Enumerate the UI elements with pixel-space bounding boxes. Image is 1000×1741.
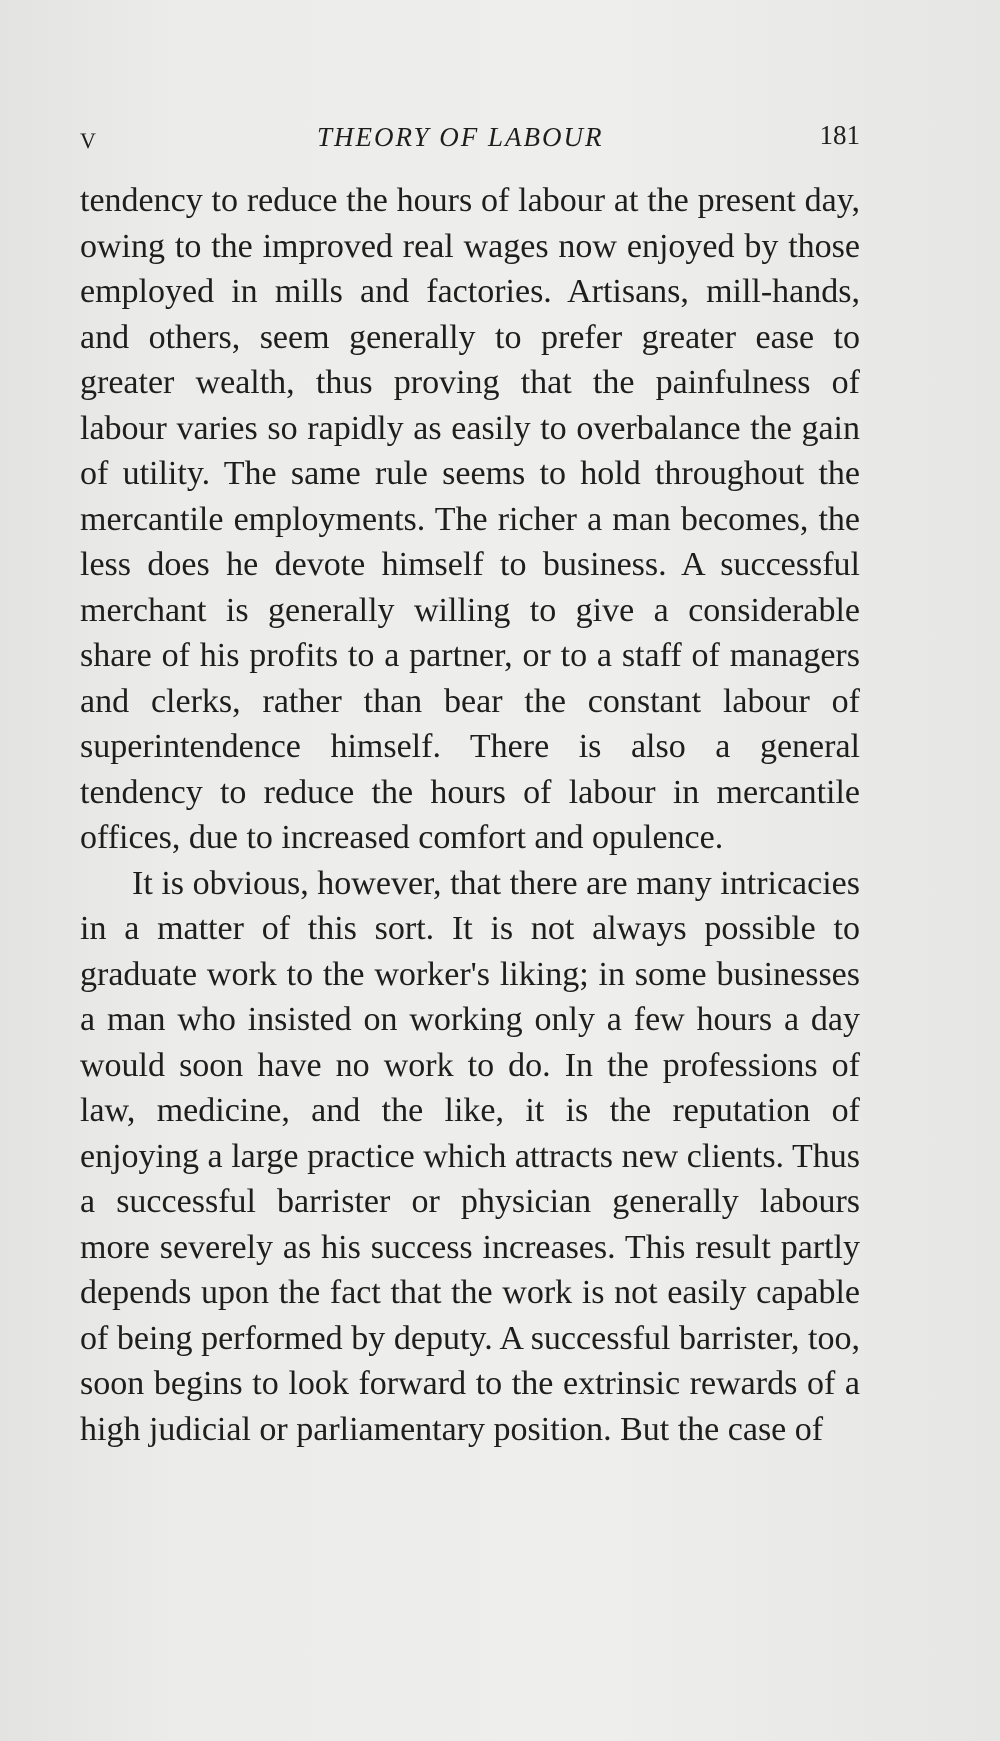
body-text — [80, 178, 860, 1452]
page-header — [80, 120, 860, 160]
paragraph: It is obvious, however, that there are many intricacies in a matter of this sort. It is not always possible to graduate work to the worker's liking; in some businesses a man who insisted on working only a few hours a day would soon have no work to do. In the professions of law, medicine, and the like, it is the reputation of enjoying a large practice which attracts new clients. Thus a successful barrister or physician generally labours more severely as his success increases. This result partly depends upon the fact that the work is not easily capable of being performed by deputy. A successful barrister, too, soon begins to look forward to the extrinsic rewards of a high judicial or parliamentary position. But the case of — [80, 864, 860, 1448]
running-title: THEORY OF LABOUR — [317, 122, 604, 152]
paragraph-continued: tendency to reduce the hours of labour at the present day, owing to the improved real wages now enjoyed by those employed in mills and factories. Artisans, mill-hands, and others, seem generally to prefer greater ease to greater wealth, thus proving that the painfulness of labour varies so rapidly as easily to overbalance the gain of utility. The same rule seems to hold throughout the mercantile employments. The richer a man becomes, the less does he devote himself to business. A successful merchant is generally willing to give a considerable share of his profits to a partner, or to a staff of managers and clerks, rather than bear the constant labour of superintendence himself. There is also a general tendency to reduce the hours of labour in mercantile offices, due to increased comfort and opulence. — [80, 182, 860, 856]
chapter-number: V — [80, 128, 97, 153]
page-number: 181 — [819, 120, 860, 150]
